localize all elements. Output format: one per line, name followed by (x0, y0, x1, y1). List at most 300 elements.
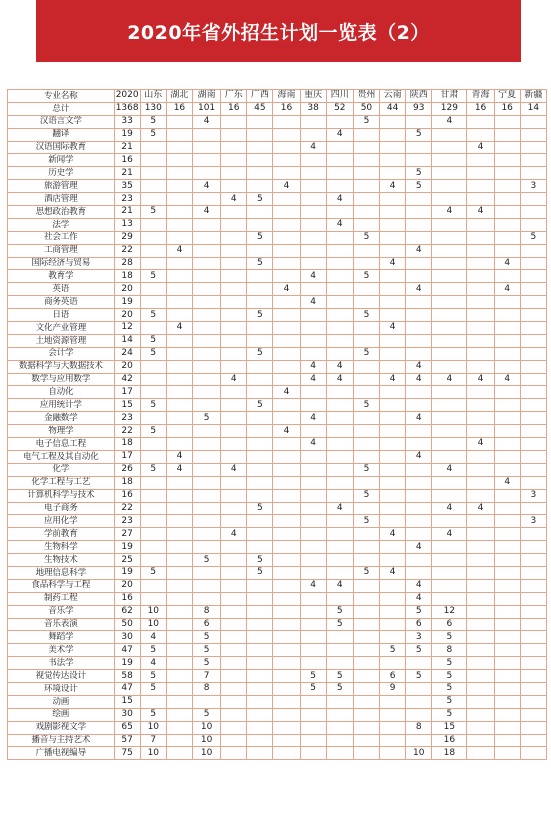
major-name-cell: 商务英语 (8, 296, 115, 309)
quota-cell (300, 695, 326, 708)
quota-cell (467, 592, 494, 605)
quota-cell (273, 528, 300, 541)
quota-cell (166, 489, 192, 502)
quota-cell: 4 (300, 270, 326, 283)
quota-cell (380, 231, 406, 244)
quota-cell: 19 (114, 657, 140, 670)
quota-cell (300, 283, 326, 296)
quota-cell (221, 180, 247, 193)
quota-cell (247, 218, 273, 231)
quota-cell (520, 541, 546, 554)
quota-cell (166, 206, 192, 219)
quota-cell (406, 154, 432, 167)
quota-cell (300, 386, 326, 399)
quota-cell (494, 695, 520, 708)
quota-cell: 4 (432, 373, 467, 386)
quota-cell (467, 528, 494, 541)
quota-cell (247, 244, 273, 257)
quota-cell (353, 657, 379, 670)
major-name-cell: 汉语国际教育 (8, 141, 115, 154)
quota-cell (353, 180, 379, 193)
quota-cell (380, 296, 406, 309)
quota-cell: 45 (247, 102, 273, 115)
quota-cell (221, 244, 247, 257)
quota-cell: 4 (494, 373, 520, 386)
quota-cell: 4 (326, 360, 353, 373)
table-row (8, 412, 547, 425)
quota-cell (273, 682, 300, 695)
quota-cell (520, 412, 546, 425)
quota-cell (353, 541, 379, 554)
quota-cell (432, 566, 467, 579)
quota-cell (520, 115, 546, 128)
quota-cell: 5 (247, 257, 273, 270)
quota-cell (380, 425, 406, 438)
quota-cell (166, 579, 192, 592)
table-row (8, 515, 547, 528)
quota-cell (432, 554, 467, 567)
quota-cell (140, 386, 166, 399)
quota-cell: 38 (300, 102, 326, 115)
quota-cell (221, 386, 247, 399)
quota-cell: 5 (432, 708, 467, 721)
quota-cell (494, 386, 520, 399)
column-header: 四川 (326, 90, 353, 103)
table-row (8, 566, 547, 579)
quota-cell (221, 695, 247, 708)
quota-cell: 5 (353, 399, 379, 412)
title-banner (36, 0, 521, 62)
quota-cell (353, 747, 379, 760)
quota-cell: 4 (300, 296, 326, 309)
quota-cell: 5 (353, 489, 379, 502)
column-header: 新疆 (520, 90, 546, 103)
quota-cell (406, 438, 432, 451)
quota-cell (467, 476, 494, 489)
major-name-cell: 数据科学与大数据技术 (8, 360, 115, 373)
quota-cell (273, 347, 300, 360)
quota-cell: 20 (114, 309, 140, 322)
table-row (8, 270, 547, 283)
quota-cell (406, 141, 432, 154)
quota-cell (166, 515, 192, 528)
quota-cell (300, 244, 326, 257)
quota-cell (166, 296, 192, 309)
quota-cell: 10 (193, 721, 221, 734)
quota-cell (300, 592, 326, 605)
quota-cell (494, 670, 520, 683)
major-name-cell: 文化产业管理 (8, 322, 115, 335)
quota-cell (140, 167, 166, 180)
major-name-cell: 绘画 (8, 708, 115, 721)
quota-cell: 5 (520, 231, 546, 244)
quota-cell (326, 399, 353, 412)
quota-cell (432, 193, 467, 206)
quota-cell: 65 (114, 721, 140, 734)
quota-cell (494, 231, 520, 244)
quota-cell (300, 734, 326, 747)
quota-cell (221, 605, 247, 618)
quota-cell (300, 566, 326, 579)
quota-cell (300, 631, 326, 644)
quota-cell: 15 (114, 695, 140, 708)
quota-cell (520, 644, 546, 657)
quota-cell (520, 218, 546, 231)
quota-cell (166, 592, 192, 605)
major-name-cell: 应用化学 (8, 515, 115, 528)
quota-cell (494, 141, 520, 154)
quota-cell (273, 463, 300, 476)
quota-cell (494, 154, 520, 167)
column-header: 广西 (247, 90, 273, 103)
quota-cell: 57 (114, 734, 140, 747)
quota-cell (467, 322, 494, 335)
quota-cell: 16 (221, 102, 247, 115)
quota-cell: 4 (273, 386, 300, 399)
major-name-cell: 音乐学 (8, 605, 115, 618)
quota-cell (300, 721, 326, 734)
quota-cell: 5 (247, 554, 273, 567)
quota-cell (140, 373, 166, 386)
quota-cell (467, 450, 494, 463)
quota-cell (273, 218, 300, 231)
quota-cell (406, 322, 432, 335)
quota-cell (166, 270, 192, 283)
quota-cell (494, 528, 520, 541)
quota-cell (494, 128, 520, 141)
quota-cell (380, 605, 406, 618)
quota-cell (273, 231, 300, 244)
table-row (8, 721, 547, 734)
quota-cell (353, 283, 379, 296)
quota-cell: 4 (300, 373, 326, 386)
quota-cell (520, 425, 546, 438)
quota-cell (467, 554, 494, 567)
quota-cell (494, 734, 520, 747)
quota-cell (467, 218, 494, 231)
quota-cell: 4 (273, 180, 300, 193)
quota-cell (247, 605, 273, 618)
quota-cell: 4 (326, 218, 353, 231)
quota-cell: 4 (432, 528, 467, 541)
quota-cell (273, 167, 300, 180)
quota-cell (467, 541, 494, 554)
quota-cell (221, 708, 247, 721)
quota-cell (380, 244, 406, 257)
quota-cell: 4 (221, 193, 247, 206)
quota-cell: 4 (432, 502, 467, 515)
quota-cell: 5 (432, 657, 467, 670)
quota-cell (300, 554, 326, 567)
quota-cell (494, 425, 520, 438)
quota-cell (494, 644, 520, 657)
quota-cell (166, 721, 192, 734)
quota-cell (300, 618, 326, 631)
quota-cell: 22 (114, 502, 140, 515)
quota-cell: 4 (467, 438, 494, 451)
quota-cell (494, 399, 520, 412)
quota-cell (353, 631, 379, 644)
quota-cell (520, 438, 546, 451)
quota-cell (467, 721, 494, 734)
quota-cell (406, 193, 432, 206)
column-header: 2020 (115, 90, 139, 101)
quota-cell (353, 644, 379, 657)
quota-cell: 28 (114, 257, 140, 270)
quota-cell: 30 (114, 631, 140, 644)
quota-cell (467, 399, 494, 412)
table-row (8, 605, 547, 618)
quota-cell (300, 399, 326, 412)
quota-cell: 10 (140, 747, 166, 760)
quota-cell (300, 425, 326, 438)
quota-cell (273, 579, 300, 592)
quota-cell (247, 438, 273, 451)
quota-cell (300, 154, 326, 167)
quota-cell (432, 489, 467, 502)
quota-cell (467, 747, 494, 760)
quota-cell (273, 115, 300, 128)
major-name-cell: 视觉传达设计 (8, 670, 115, 683)
quota-cell (494, 618, 520, 631)
quota-cell (166, 566, 192, 579)
quota-cell (166, 631, 192, 644)
table-row (8, 231, 547, 244)
quota-cell: 4 (467, 206, 494, 219)
quota-cell (353, 554, 379, 567)
quota-cell (193, 193, 221, 206)
quota-cell (193, 218, 221, 231)
quota-cell (353, 360, 379, 373)
quota-cell (166, 438, 192, 451)
quota-cell (221, 579, 247, 592)
quota-cell (247, 489, 273, 502)
quota-cell (520, 373, 546, 386)
quota-cell (326, 206, 353, 219)
quota-cell (467, 695, 494, 708)
quota-cell (406, 566, 432, 579)
quota-cell (520, 167, 546, 180)
quota-cell (380, 283, 406, 296)
quota-cell (273, 747, 300, 760)
quota-cell (300, 747, 326, 760)
quota-cell (326, 528, 353, 541)
quota-cell: 4 (326, 128, 353, 141)
column-header: 青海 (467, 90, 494, 103)
quota-cell (193, 167, 221, 180)
quota-cell (467, 670, 494, 683)
quota-cell (140, 450, 166, 463)
table-row (8, 541, 547, 554)
quota-cell (193, 695, 221, 708)
quota-cell (380, 721, 406, 734)
quota-cell (432, 257, 467, 270)
quota-cell (326, 644, 353, 657)
major-name-cell: 数学与应用数学 (8, 373, 115, 386)
major-name-cell: 会计学 (8, 347, 115, 360)
quota-cell: 19 (114, 128, 140, 141)
quota-cell: 22 (114, 244, 140, 257)
quota-cell (166, 747, 192, 760)
quota-cell (247, 708, 273, 721)
quota-cell: 7 (140, 734, 166, 747)
quota-cell (406, 296, 432, 309)
quota-cell (193, 399, 221, 412)
quota-cell (380, 657, 406, 670)
quota-cell (193, 438, 221, 451)
quota-cell (380, 476, 406, 489)
quota-cell (380, 618, 406, 631)
quota-cell (247, 618, 273, 631)
quota-cell (326, 412, 353, 425)
quota-cell: 130 (140, 102, 166, 115)
quota-cell (494, 566, 520, 579)
quota-cell (247, 360, 273, 373)
quota-cell (494, 489, 520, 502)
quota-cell (140, 218, 166, 231)
quota-cell (406, 682, 432, 695)
major-name-cell: 电子信息工程 (8, 438, 115, 451)
quota-cell (520, 670, 546, 683)
quota-cell (273, 360, 300, 373)
quota-cell (353, 141, 379, 154)
quota-cell: 5 (406, 670, 432, 683)
quota-cell: 5 (432, 682, 467, 695)
quota-cell (467, 231, 494, 244)
quota-cell (166, 218, 192, 231)
major-name-cell: 汉语言文学 (8, 115, 115, 128)
quota-cell (432, 412, 467, 425)
quota-cell: 4 (380, 373, 406, 386)
quota-cell: 8 (193, 682, 221, 695)
quota-cell (140, 554, 166, 567)
quota-cell (193, 283, 221, 296)
quota-cell (221, 670, 247, 683)
quota-cell (380, 347, 406, 360)
quota-cell (166, 154, 192, 167)
quota-cell (221, 631, 247, 644)
quota-cell (193, 231, 221, 244)
quota-cell (273, 206, 300, 219)
quota-cell (406, 231, 432, 244)
quota-cell (140, 193, 166, 206)
quota-cell (467, 193, 494, 206)
quota-cell (494, 218, 520, 231)
table-row (8, 618, 547, 631)
quota-cell (273, 541, 300, 554)
quota-cell (380, 489, 406, 502)
quota-cell (140, 231, 166, 244)
quota-cell (432, 244, 467, 257)
quota-cell (380, 334, 406, 347)
quota-cell (467, 682, 494, 695)
quota-cell (247, 515, 273, 528)
quota-cell (467, 180, 494, 193)
quota-cell (140, 154, 166, 167)
quota-cell: 5 (193, 554, 221, 567)
quota-cell: 16 (432, 734, 467, 747)
quota-cell (247, 322, 273, 335)
quota-cell (247, 682, 273, 695)
quota-cell (166, 618, 192, 631)
quota-cell (353, 218, 379, 231)
quota-cell: 5 (353, 115, 379, 128)
quota-cell (353, 154, 379, 167)
quota-cell (300, 605, 326, 618)
quota-cell (273, 618, 300, 631)
quota-cell (273, 193, 300, 206)
quota-cell (326, 554, 353, 567)
quota-cell (221, 206, 247, 219)
quota-cell (221, 438, 247, 451)
quota-cell: 16 (467, 102, 494, 115)
quota-cell: 21 (114, 206, 140, 219)
quota-cell: 4 (300, 438, 326, 451)
quota-cell (467, 412, 494, 425)
major-name-cell: 舞蹈学 (8, 631, 115, 644)
quota-cell (353, 721, 379, 734)
quota-cell (406, 206, 432, 219)
quota-cell (520, 386, 546, 399)
quota-cell: 5 (406, 644, 432, 657)
quota-cell: 5 (380, 644, 406, 657)
quota-cell (300, 115, 326, 128)
quota-cell (166, 528, 192, 541)
quota-cell (247, 631, 273, 644)
quota-cell: 14 (114, 334, 140, 347)
quota-cell: 4 (166, 244, 192, 257)
table-row (8, 167, 547, 180)
major-name-cell: 金融数学 (8, 412, 115, 425)
quota-cell (247, 644, 273, 657)
quota-cell (406, 425, 432, 438)
quota-cell: 20 (114, 579, 140, 592)
quota-cell (380, 438, 406, 451)
quota-cell (166, 425, 192, 438)
quota-cell (432, 425, 467, 438)
quota-cell (193, 502, 221, 515)
quota-cell (353, 476, 379, 489)
quota-cell (326, 425, 353, 438)
quota-cell (300, 309, 326, 322)
quota-cell (380, 193, 406, 206)
quota-cell (467, 115, 494, 128)
major-name-cell: 地理信息科学 (8, 566, 115, 579)
quota-cell (520, 592, 546, 605)
quota-cell: 23 (114, 193, 140, 206)
quota-cell (221, 489, 247, 502)
quota-cell (193, 373, 221, 386)
quota-cell (406, 115, 432, 128)
quota-cell (166, 373, 192, 386)
quota-cell: 7 (193, 670, 221, 683)
quota-cell: 129 (432, 102, 467, 115)
quota-cell: 4 (406, 579, 432, 592)
quota-cell (353, 425, 379, 438)
quota-cell (406, 347, 432, 360)
quota-cell (247, 373, 273, 386)
quota-cell (221, 218, 247, 231)
quota-cell (520, 708, 546, 721)
quota-cell: 4 (432, 115, 467, 128)
quota-cell (406, 309, 432, 322)
table-row (8, 257, 547, 270)
quota-cell (467, 296, 494, 309)
column-header: 海南 (273, 90, 300, 103)
quota-cell (273, 438, 300, 451)
quota-cell: 4 (380, 322, 406, 335)
quota-cell: 18 (114, 476, 140, 489)
